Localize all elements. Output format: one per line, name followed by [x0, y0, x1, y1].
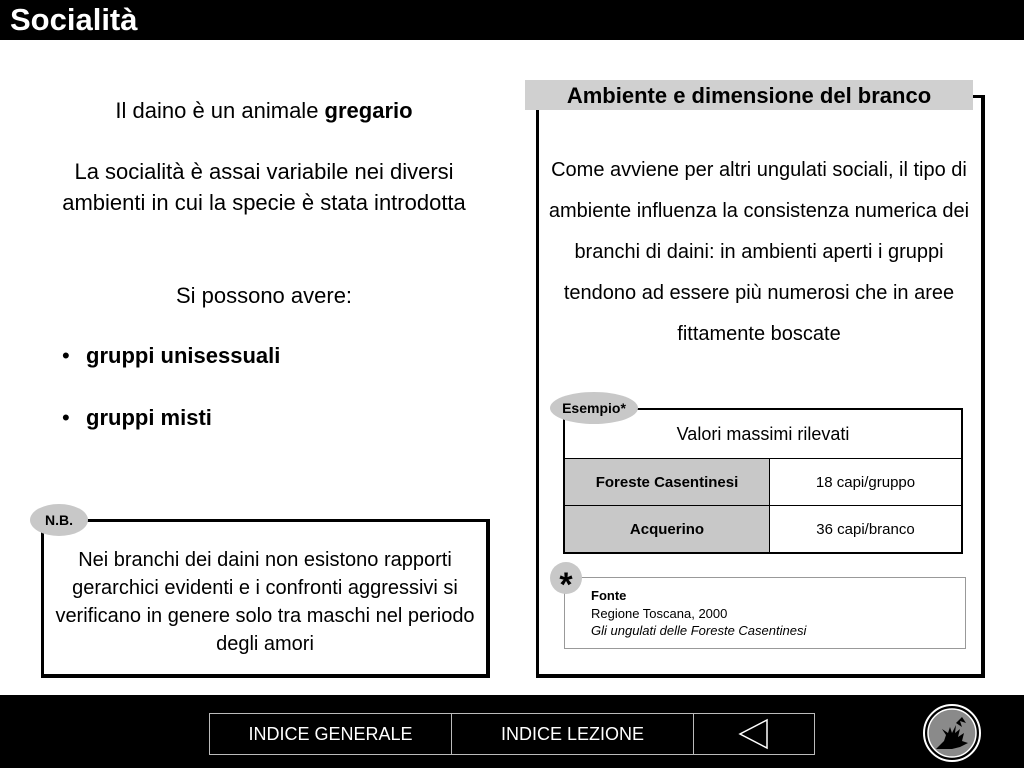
footer-nav: [209, 713, 815, 755]
page-title: Socialità: [10, 2, 138, 37]
intro-text: [36, 95, 492, 126]
variability-text: La socialità è assai variabile nei diversi ambienti in cui la specie è stata introdotta: [62, 159, 466, 215]
ambiente-paragraph: Come avviene per altri ungulati sociali, il tipo di ambiente influenza la consistenza numerica dei branchi di daini: in ambienti aperti i gruppi tendono ad essere più numerosi che in aree fittamente boscate: [548, 159, 970, 345]
deer-logo-icon[interactable]: [922, 703, 982, 763]
nb-text: Nei branchi dei daini non esistono rapporti gerarchici evidenti e i confronti aggressivi si verificano in genere solo tra maschi nel periodo degli amori: [55, 549, 475, 655]
title-bar: [0, 0, 1024, 40]
bullet-marker: •: [62, 405, 70, 430]
indice-lezione-button[interactable]: INDICE LEZIONE: [452, 714, 694, 754]
table-cell-value: 36 capi/branco: [770, 506, 963, 554]
table-cell-value: 18 capi/gruppo: [770, 459, 963, 506]
possono-text: Si possono avere:: [175, 283, 353, 308]
source-line2: Gli ungulati delle Foreste Casentinesi: [591, 623, 807, 638]
back-triangle-icon: [737, 718, 771, 750]
intro-bold: gregario: [324, 98, 413, 123]
bullet-gruppi-misti: [62, 402, 212, 433]
bullet-gruppi-unisessuali: [62, 340, 280, 371]
table-row: [564, 506, 962, 554]
ambiente-header: Ambiente e dimensione del branco: [525, 80, 973, 110]
bullet-text: gruppi unisessuali: [86, 343, 281, 368]
source-box: [564, 577, 966, 649]
nb-box: [41, 519, 490, 678]
valori-table: [563, 408, 963, 554]
bullet-text: gruppi misti: [86, 405, 212, 430]
back-button[interactable]: [694, 714, 814, 754]
asterisk-badge: *: [550, 562, 582, 594]
nb-badge: N.B.: [30, 504, 88, 536]
source-label: Fonte: [591, 588, 627, 603]
intro-prefix: Il daino è un animale: [115, 98, 325, 123]
table-cell-name: Acquerino: [564, 506, 770, 554]
table-row: [564, 459, 962, 506]
table-caption: Valori massimi rilevati: [564, 409, 962, 459]
bullet-marker: •: [62, 343, 70, 368]
esempio-badge: Esempio*: [550, 392, 638, 424]
table-cell-name: Foreste Casentinesi: [564, 459, 770, 506]
indice-generale-button[interactable]: INDICE GENERALE: [210, 714, 452, 754]
source-line1: Regione Toscana, 2000: [591, 606, 728, 621]
